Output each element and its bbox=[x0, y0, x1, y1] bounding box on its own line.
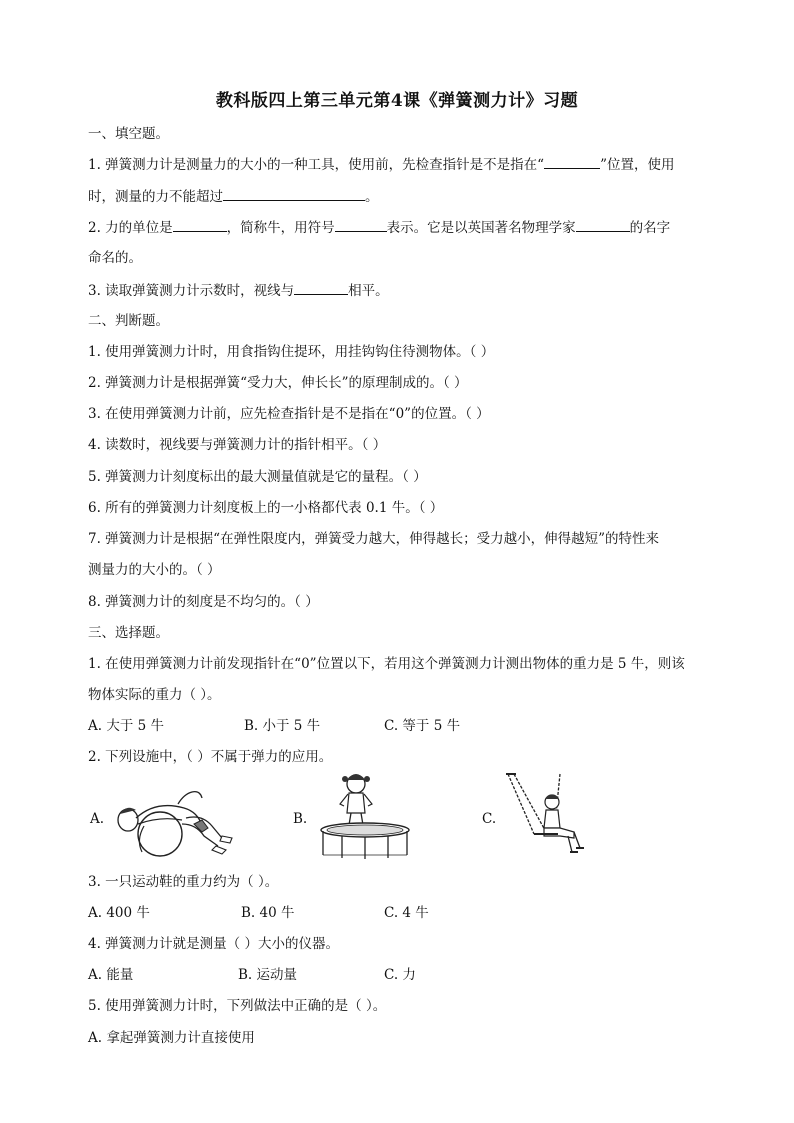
fill-q3-text-a: 3. 读取弹簧测力计示数时，视线与 bbox=[88, 283, 295, 299]
section-heading-true-false: 二、判断题。 bbox=[88, 313, 169, 329]
fill-q2-text-a: 2. 力的单位是 bbox=[88, 220, 173, 236]
answer-blank[interactable] bbox=[294, 280, 348, 295]
choice-q3-stem: 3. 一只运动鞋的重力约为（ ）。 bbox=[88, 874, 279, 890]
judge-item-5: 5. 弹簧测力计刻度标出的最大测量值就是它的量程。（ ） bbox=[88, 469, 427, 485]
fill-q1-text-b: ”位置，使用 bbox=[600, 157, 675, 173]
fill-q2-text-b: ，简称牛，用符号 bbox=[226, 220, 335, 236]
fill-q2-line1 bbox=[88, 217, 670, 238]
choice-q1-option-b[interactable]: B. 小于 5 牛 bbox=[244, 718, 321, 734]
judge-item-3: 3. 在使用弹簧测力计前，应先检查指针是不是指在“0”的位置。（ ） bbox=[88, 406, 490, 422]
judge-item-8: 8. 弹簧测力计的刻度是不均匀的。（ ） bbox=[88, 594, 319, 610]
answer-blank[interactable] bbox=[335, 217, 387, 232]
choice-q3-option-a[interactable]: A. 400 牛 bbox=[88, 905, 150, 921]
answer-blank[interactable] bbox=[173, 217, 227, 232]
answer-blank[interactable] bbox=[544, 154, 600, 169]
choice-q2-stem: 2. 下列设施中，（ ）不属于弹力的应用。 bbox=[88, 749, 333, 765]
choice-q1-option-c[interactable]: C. 等于 5 牛 bbox=[384, 718, 461, 734]
judge-item-1: 1. 使用弹簧测力计时，用食指钩住提环，用挂钩钩住待测物体。（ ） bbox=[88, 344, 495, 360]
answer-blank[interactable] bbox=[576, 217, 630, 232]
section-heading-choice: 三、选择题。 bbox=[88, 625, 169, 641]
choice-q3-option-c[interactable]: C. 4 牛 bbox=[384, 905, 429, 921]
choice-q1-option-a[interactable]: A. 大于 5 牛 bbox=[88, 718, 165, 734]
fill-q2-line2: 命名的。 bbox=[88, 250, 142, 266]
choice-q4-option-a[interactable]: A. 能量 bbox=[88, 967, 134, 983]
trampoline-girl-icon bbox=[312, 772, 420, 862]
choice-q4-option-b[interactable]: B. 运动量 bbox=[238, 967, 298, 983]
fill-q1-text-a: 1. 弹簧测力计是测量力的大小的一种工具，使用前，先检查指针是不是指在“ bbox=[88, 157, 545, 173]
judge-item-7-line1: 7. 弹簧测力计是根据“在弹性限度内，弹簧受力越大，伸得越长；受力越小，伸得越短”的特性来 bbox=[88, 531, 659, 547]
fill-q1-text-d: 。 bbox=[365, 189, 379, 205]
fill-q2-text-d: 的名字 bbox=[629, 220, 671, 236]
choice-q5-stem: 5. 使用弹簧测力计时，下列做法中正确的是（ ）。 bbox=[88, 998, 387, 1014]
fill-q3-text-b: 相平。 bbox=[348, 283, 389, 299]
choice-q1-line1: 1. 在使用弹簧测力计前发现指针在“0”位置以下，若用这个弹簧测力计测出物体的重力是 5 牛，则该 bbox=[88, 656, 685, 672]
choice-q2-option-b-label[interactable]: B. bbox=[293, 811, 308, 827]
judge-item-6: 6. 所有的弹簧测力计刻度板上的一小格都代表 0.1 牛。（ ） bbox=[88, 500, 444, 516]
fill-q3-line bbox=[88, 280, 389, 301]
choice-q4-option-c[interactable]: C. 力 bbox=[384, 967, 416, 983]
choice-q3-option-b[interactable]: B. 40 牛 bbox=[241, 905, 295, 921]
fill-q1-line1 bbox=[88, 154, 674, 175]
page-title: 教科版四上第三单元第4课《弹簧测力计》习题 bbox=[215, 91, 579, 111]
exercise-ball-person-icon bbox=[108, 780, 236, 860]
judge-item-2: 2. 弹簧测力计是根据弹簧“受力大，伸长长”的原理制成的。（ ） bbox=[88, 375, 468, 391]
swing-boy-icon bbox=[504, 772, 596, 862]
judge-item-4: 4. 读数时，视线要与弹簧测力计的指针相平。（ ） bbox=[88, 437, 387, 453]
choice-q1-line2: 物体实际的重力（ ）。 bbox=[88, 687, 221, 703]
section-heading-fill-blank: 一、填空题。 bbox=[88, 126, 169, 142]
answer-blank[interactable] bbox=[223, 186, 365, 201]
judge-item-7-line2: 测量力的大小的。（ ） bbox=[88, 562, 221, 578]
choice-q4-stem: 4. 弹簧测力计就是测量（ ）大小的仪器。 bbox=[88, 936, 339, 952]
choice-q2-option-a-label[interactable]: A. bbox=[90, 811, 105, 827]
choice-q5-option-a[interactable]: A. 拿起弹簧测力计直接使用 bbox=[88, 1030, 255, 1046]
choice-q2-option-c-label[interactable]: C. bbox=[482, 811, 497, 827]
fill-q1-text-c: 时，测量的力不能超过 bbox=[88, 189, 223, 205]
fill-q2-text-c: 表示。它是以英国著名物理学家 bbox=[386, 220, 576, 236]
fill-q1-line2 bbox=[88, 186, 379, 207]
